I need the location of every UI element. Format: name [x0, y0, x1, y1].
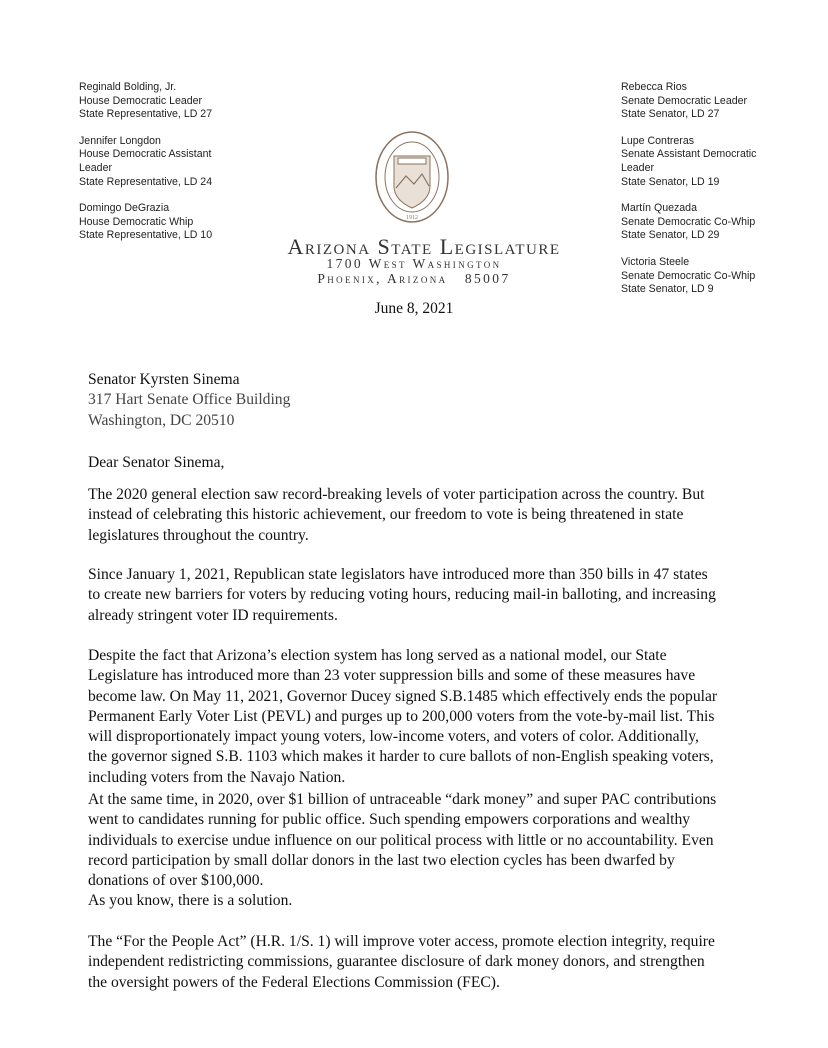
member-line: Senate Assistant Democratic	[621, 148, 757, 161]
letter-date: June 8, 2021	[374, 300, 454, 317]
member-line: House Democratic Whip	[79, 215, 194, 228]
member-block	[79, 135, 212, 189]
body-paragraph	[88, 790, 716, 891]
member-line: Senate Democratic Co-Whip	[621, 215, 756, 228]
svg-text:1912: 1912	[406, 215, 418, 221]
letterhead-city: Phoenix, Arizona 85007	[317, 271, 511, 286]
body-paragraph	[88, 646, 717, 788]
paragraph-line: Legislature has introduced more than 23 voter suppression bills and some of these measures have	[88, 667, 696, 685]
paragraph-line: will disproportionately impact young voters, low-income voters, and voters of color. Additionally,	[88, 728, 699, 746]
body-paragraph	[88, 565, 716, 626]
paragraph-line: individuals to exercise undue influence on our political process with little or no accountability. Even	[88, 831, 714, 849]
member-line: House Democratic Leader	[79, 94, 203, 107]
member-line: Senate Democratic Co-Whip	[621, 269, 756, 282]
paragraph-line: record participation by small dollar donors in the last two election cycles has been dwarfed by	[88, 851, 675, 869]
paragraph-line: the oversight powers of the Federal Elections Commission (FEC).	[88, 973, 500, 991]
recipient-address	[88, 370, 290, 431]
letterhead-street: 1700 West Washington	[326, 256, 502, 271]
body-paragraph	[88, 932, 715, 993]
paragraph-line: went to candidates running for public office. Such spending empowers corporations and wealthy	[88, 811, 691, 829]
body-paragraph	[88, 485, 704, 546]
member-line: State Senator, LD 9	[621, 283, 714, 296]
paragraph-line: At the same time, in 2020, over $1 billion of untraceable “dark money” and super PAC contributions	[88, 791, 717, 808]
member-line: Victoria Steele	[621, 255, 690, 268]
paragraph-line: Since January 1, 2021, Republican state legislators have introduced more than 350 bills in 47 states	[88, 566, 708, 583]
paragraph-line: The “For the People Act” (H.R. 1/S. 1) will improve voter access, promote election integrity, require	[88, 933, 715, 950]
paragraph-line: including voters from the Navajo Nation.	[88, 768, 346, 786]
recipient-street: 317 Hart Senate Office Building	[88, 391, 291, 409]
member-line: State Representative, LD 27	[79, 108, 213, 121]
paragraph-line: instead of celebrating this historic achievement, our freedom to vote is being threatened in state	[88, 506, 684, 524]
body-paragraph	[88, 891, 292, 911]
member-line: State Senator, LD 29	[621, 229, 720, 242]
paragraph-line: already stringent voter ID requirements.	[88, 606, 338, 624]
paragraph-line: As you know, there is a solution.	[88, 892, 293, 909]
member-line: Lupe Contreras	[621, 134, 695, 147]
paragraph-line: legislatures throughout the country.	[88, 526, 309, 544]
member-line: Rebecca Rios	[621, 81, 687, 93]
member-block	[621, 81, 756, 122]
salutation: Dear Senator Sinema,	[88, 454, 225, 471]
paragraph-line: donations of over $100,000.	[88, 872, 264, 890]
recipient-name: Senator Kyrsten Sinema	[88, 371, 240, 388]
paragraph-line: Despite the fact that Arizona’s election system has long served as a national model, our State	[88, 647, 667, 664]
member-line: Domingo DeGrazia	[79, 202, 170, 215]
member-block	[79, 81, 212, 122]
member-line: State Representative, LD 10	[79, 229, 213, 242]
house-members-list	[79, 81, 212, 256]
letterhead-title: Arizona State Legislature	[287, 234, 561, 259]
paragraph-line: The 2020 general election saw record-breaking levels of voter participation across the country. But	[88, 486, 705, 503]
recipient-city: Washington, DC 20510	[88, 411, 235, 429]
paragraph-line: become law. On May 11, 2021, Governor Ducey signed S.B.1485 which effectively ends the popular	[88, 687, 718, 705]
arizona-seal-logo	[374, 130, 450, 224]
member-line: Leader	[621, 161, 654, 174]
paragraph-line: independent redistricting commissions, guarantee disclosure of dark money donors, and strengthen	[88, 953, 705, 971]
paragraph-line: Permanent Early Voter List (PEVL) and purges up to 200,000 voters from the vote-by-mail list. This	[88, 707, 715, 725]
member-line: State Senator, LD 27	[621, 108, 720, 121]
member-line: Martín Quezada	[621, 202, 697, 215]
member-line: Reginald Bolding, Jr.	[79, 81, 177, 93]
member-line: Senate Democratic Leader	[621, 94, 748, 107]
paragraph-line: the governor signed S.B. 1103 which makes it harder to cure ballots of non-English speaking voters,	[88, 748, 714, 766]
member-line: State Senator, LD 19	[621, 175, 720, 188]
member-line: Leader	[79, 161, 112, 174]
paragraph-line: to create new barriers for voters by reducing voting hours, reducing mail-in balloting, and increasing	[88, 586, 716, 604]
member-line: House Democratic Assistant	[79, 148, 212, 161]
member-line: Jennifer Longdon	[79, 134, 161, 147]
member-block	[621, 135, 756, 189]
member-line: State Representative, LD 24	[79, 175, 213, 188]
